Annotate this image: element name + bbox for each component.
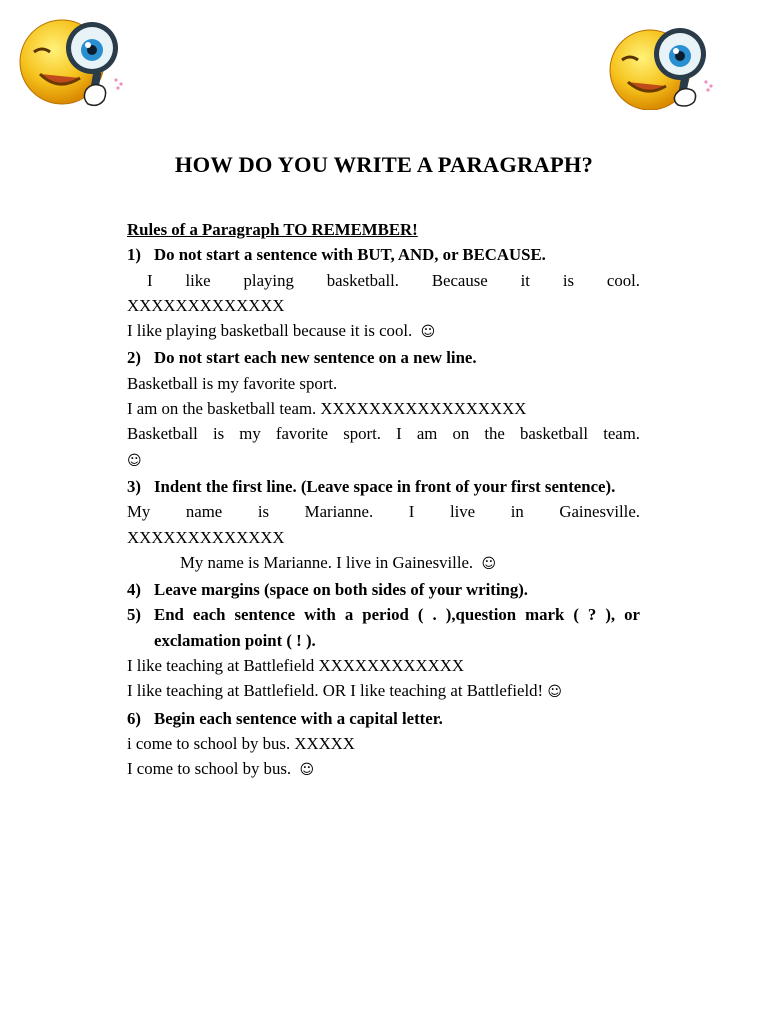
rule-5: [127, 602, 640, 653]
winking-smiley-magnifier-icon: [18, 14, 128, 110]
rules-subtitle: Rules of a Paragraph TO REMEMBER!: [127, 220, 418, 239]
rule-number: 3): [127, 476, 141, 496]
good-example: Basketball is my favorite sport. I am on the basketball team. ☺: [127, 424, 640, 469]
good-example: My name is Marianne. I live in Gainesville. ☺: [180, 552, 497, 572]
rules-body: [127, 217, 640, 784]
page-title: HOW DO YOU WRITE A PARAGRAPH?: [174, 152, 594, 177]
rule-number: 5): [127, 605, 141, 625]
rule-6: [127, 706, 640, 731]
winking-smiley-magnifier-icon: [606, 14, 716, 110]
rule-number: 1): [127, 245, 141, 265]
smiley-icon: ☺: [299, 762, 315, 779]
bad-example: My name is Marianne. I live in Gainesville.: [127, 502, 640, 522]
bad-example-mark: XXXXXXXXXXXXX: [127, 527, 285, 547]
bad-example-mark: I am on the basketball team. XXXXXXXXXXXXXXXXX: [127, 399, 527, 419]
smiley-icon: ☺: [127, 452, 142, 469]
smiley-icon: ☺: [481, 555, 497, 572]
rule-text: End each sentence with a period ( . ),question mark ( ? ), or exclamation point ( ! ).: [154, 605, 640, 650]
good-example: I come to school by bus. ☺: [127, 759, 315, 779]
rule-number: 6): [127, 708, 141, 728]
bad-example: I like playing basketball. Because it is cool.: [147, 270, 640, 290]
smiley-icon: ☺: [547, 684, 562, 701]
rule-text: Indent the first line. (Leave space in front of your first sentence).: [154, 476, 616, 496]
rule-number: 4): [127, 580, 141, 600]
rule-text: Leave margins (space on both sides of your writing).: [154, 580, 529, 600]
rule-4: [127, 577, 640, 602]
bad-example-mark: XXXXXXXXXXXXX: [127, 295, 285, 315]
rule-3: [127, 474, 640, 499]
smiley-icon: ☺: [420, 324, 436, 341]
rule-text: Begin each sentence with a capital letter.: [154, 708, 443, 728]
bad-example: I like teaching at Battlefield XXXXXXXXXXXX: [127, 656, 464, 676]
rule-text: Do not start a sentence with BUT, AND, or BECAUSE.: [154, 245, 546, 265]
rule-1: [127, 242, 640, 267]
good-example: I like playing basketball because it is cool. ☺: [127, 321, 436, 341]
good-example: I like teaching at Battlefield. OR I like teaching at Battlefield! ☺: [127, 681, 562, 701]
bad-example: i come to school by bus. XXXXX: [127, 733, 355, 753]
rule-number: 2): [127, 348, 141, 368]
bad-example: Basketball is my favorite sport.: [127, 373, 338, 393]
rule-text: Do not start each new sentence on a new line.: [154, 348, 477, 368]
rule-2: [127, 345, 640, 370]
